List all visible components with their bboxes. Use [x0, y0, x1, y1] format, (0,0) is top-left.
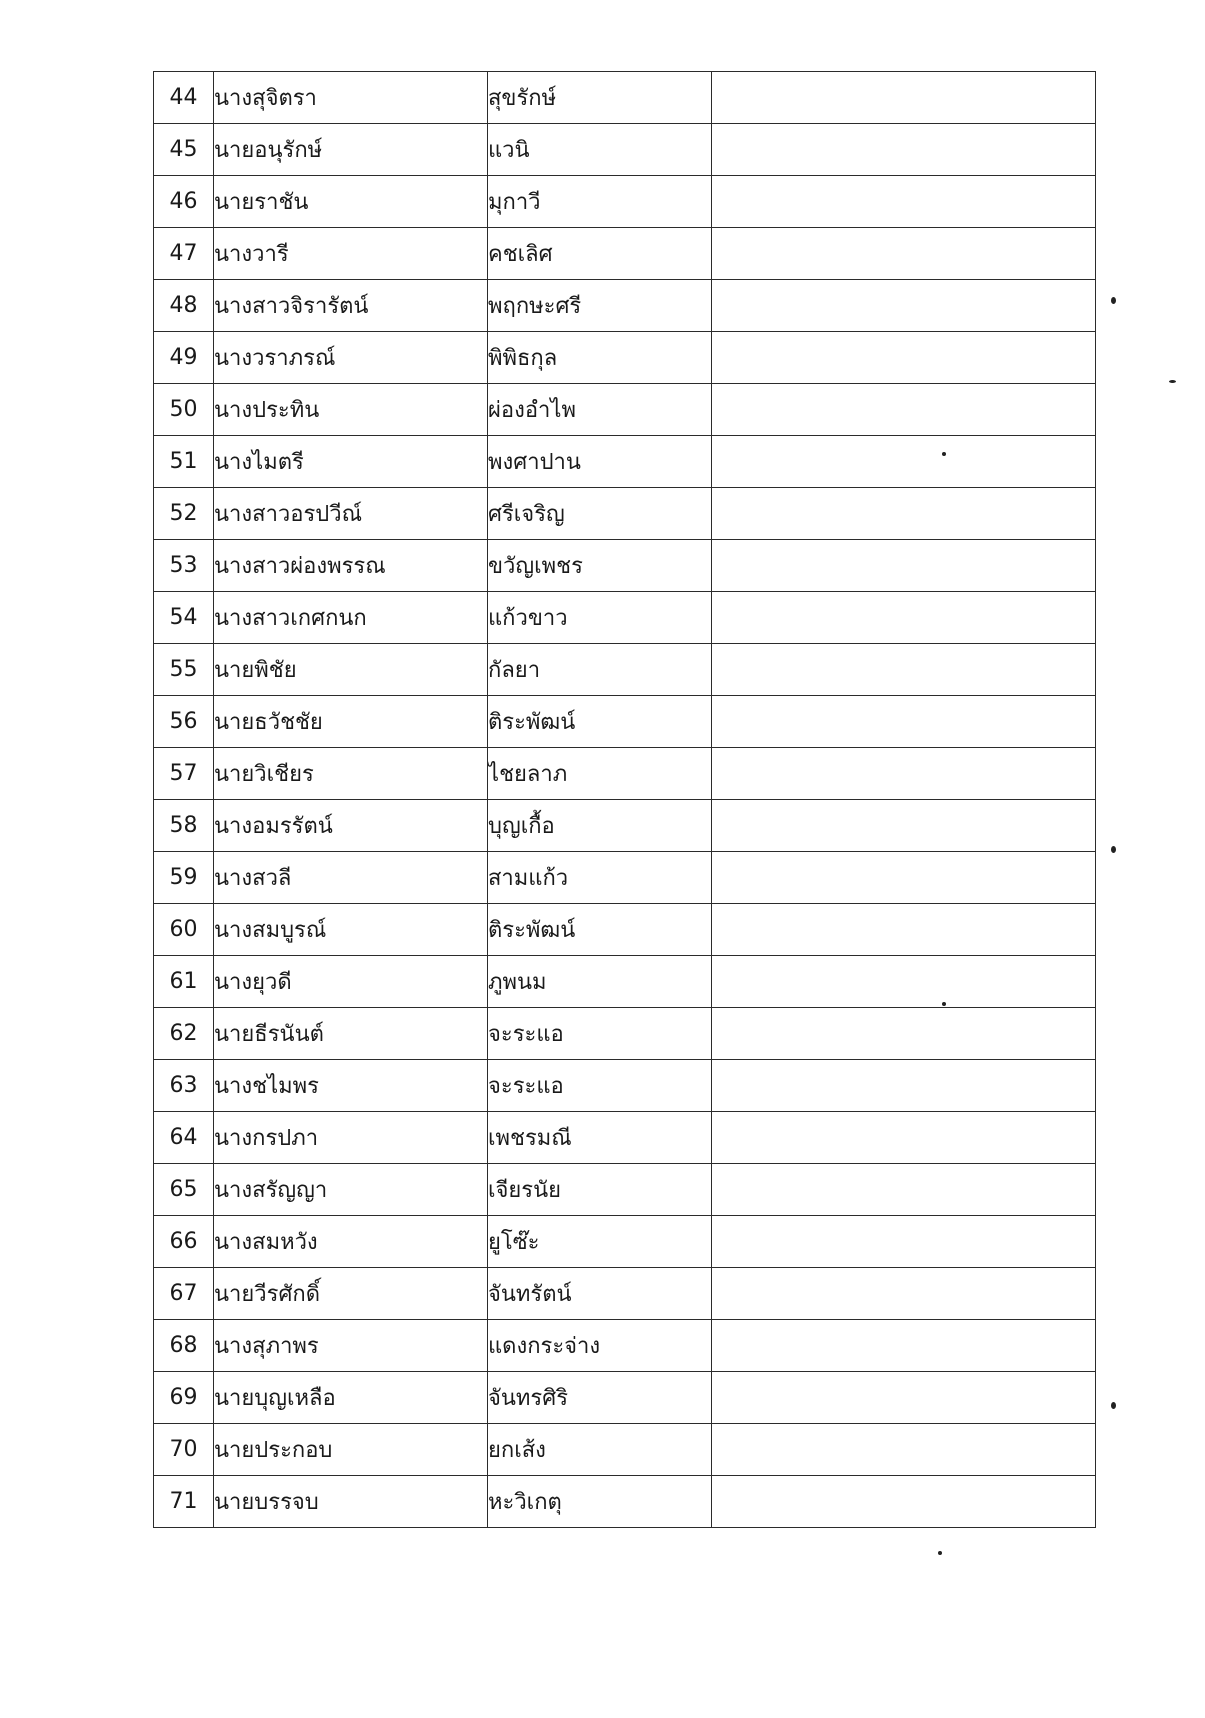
table-row [154, 280, 1096, 332]
row-number: 52 [154, 488, 214, 540]
table-row [154, 1476, 1096, 1528]
signature-cell [712, 592, 1096, 644]
table-row [154, 1216, 1096, 1268]
last-name: ขวัญเพชร [488, 540, 712, 592]
first-name: นางสาวอรปวีณ์ [214, 488, 488, 540]
signature-cell [712, 1008, 1096, 1060]
table-row [154, 1112, 1096, 1164]
row-number: 45 [154, 124, 214, 176]
last-name: ติระพัฒน์ [488, 696, 712, 748]
scan-speck [942, 452, 946, 456]
last-name: แวนิ [488, 124, 712, 176]
first-name: นางสาวจิรารัตน์ [214, 280, 488, 332]
first-name: นางวราภรณ์ [214, 332, 488, 384]
row-number: 58 [154, 800, 214, 852]
first-name: นางชไมพร [214, 1060, 488, 1112]
first-name: นางสาวผ่องพรรณ [214, 540, 488, 592]
signature-cell [712, 72, 1096, 124]
first-name: นายพิชัย [214, 644, 488, 696]
table-row [154, 1424, 1096, 1476]
table-row [154, 228, 1096, 280]
row-number: 59 [154, 852, 214, 904]
first-name: นายบุญเหลือ [214, 1372, 488, 1424]
scan-speck [1111, 1402, 1116, 1409]
table-row [154, 748, 1096, 800]
signature-cell [712, 332, 1096, 384]
first-name: นางวารี [214, 228, 488, 280]
first-name: นางสมหวัง [214, 1216, 488, 1268]
table-row [154, 332, 1096, 384]
table-row [154, 384, 1096, 436]
signature-cell [712, 696, 1096, 748]
last-name: เจียรนัย [488, 1164, 712, 1216]
first-name: นายอนุรักษ์ [214, 124, 488, 176]
row-number: 54 [154, 592, 214, 644]
scan-speck [942, 1002, 946, 1006]
last-name: จะระแอ [488, 1060, 712, 1112]
table-row [154, 852, 1096, 904]
signature-cell [712, 852, 1096, 904]
last-name: ยูโซ๊ะ [488, 1216, 712, 1268]
signature-cell [712, 748, 1096, 800]
signature-cell [712, 540, 1096, 592]
first-name: นางยุวดี [214, 956, 488, 1008]
signature-cell [712, 644, 1096, 696]
signature-cell [712, 488, 1096, 540]
signature-cell [712, 1268, 1096, 1320]
row-number: 53 [154, 540, 214, 592]
table-row [154, 124, 1096, 176]
last-name: สามแก้ว [488, 852, 712, 904]
table-row [154, 1268, 1096, 1320]
first-name: นางอมรรัตน์ [214, 800, 488, 852]
first-name: นายบรรจบ [214, 1476, 488, 1528]
row-number: 56 [154, 696, 214, 748]
first-name: นางสมบูรณ์ [214, 904, 488, 956]
row-number: 50 [154, 384, 214, 436]
scan-speck [1111, 846, 1116, 853]
row-number: 44 [154, 72, 214, 124]
last-name: กัลยา [488, 644, 712, 696]
first-name: นางสุจิตรา [214, 72, 488, 124]
last-name: หะวิเกตุ [488, 1476, 712, 1528]
first-name: นางสรัญญา [214, 1164, 488, 1216]
signature-cell [712, 176, 1096, 228]
last-name: จะระแอ [488, 1008, 712, 1060]
first-name: นางประทิน [214, 384, 488, 436]
signature-cell [712, 1476, 1096, 1528]
name-list-table [153, 71, 1096, 1528]
table-row [154, 176, 1096, 228]
row-number: 49 [154, 332, 214, 384]
first-name: นางไมตรี [214, 436, 488, 488]
last-name: ภูพนม [488, 956, 712, 1008]
signature-cell [712, 1216, 1096, 1268]
table-row [154, 592, 1096, 644]
scan-speck [938, 1551, 942, 1555]
row-number: 48 [154, 280, 214, 332]
first-name: นายวิเชียร [214, 748, 488, 800]
last-name: เพชรมณี [488, 1112, 712, 1164]
last-name: พิพิธกุล [488, 332, 712, 384]
row-number: 62 [154, 1008, 214, 1060]
first-name: นายธีรนันต์ [214, 1008, 488, 1060]
last-name: จันทรศิริ [488, 1372, 712, 1424]
last-name: มุกาวี [488, 176, 712, 228]
signature-cell [712, 904, 1096, 956]
first-name: นางสาวเกศกนก [214, 592, 488, 644]
first-name: นายวีรศักดิ์ [214, 1268, 488, 1320]
table-row [154, 540, 1096, 592]
last-name: สุขรักษ์ [488, 72, 712, 124]
row-number: 70 [154, 1424, 214, 1476]
table-row [154, 956, 1096, 1008]
row-number: 63 [154, 1060, 214, 1112]
name-list-body [154, 72, 1096, 1528]
last-name: แดงกระจ่าง [488, 1320, 712, 1372]
last-name: พงศาปาน [488, 436, 712, 488]
row-number: 51 [154, 436, 214, 488]
signature-cell [712, 436, 1096, 488]
signature-cell [712, 280, 1096, 332]
last-name: จันทรัตน์ [488, 1268, 712, 1320]
table-row [154, 1372, 1096, 1424]
row-number: 57 [154, 748, 214, 800]
first-name: นางกรปภา [214, 1112, 488, 1164]
signature-cell [712, 1060, 1096, 1112]
signature-cell [712, 124, 1096, 176]
row-number: 55 [154, 644, 214, 696]
table-row [154, 800, 1096, 852]
row-number: 71 [154, 1476, 214, 1528]
row-number: 66 [154, 1216, 214, 1268]
last-name: พฤกษะศรี [488, 280, 712, 332]
table-row [154, 488, 1096, 540]
signature-cell [712, 1320, 1096, 1372]
last-name: ติระพัฒน์ [488, 904, 712, 956]
table-row [154, 1060, 1096, 1112]
signature-cell [712, 800, 1096, 852]
signature-cell [712, 1164, 1096, 1216]
first-name: นายประกอบ [214, 1424, 488, 1476]
first-name: นางสวลี [214, 852, 488, 904]
row-number: 67 [154, 1268, 214, 1320]
table-row [154, 644, 1096, 696]
row-number: 61 [154, 956, 214, 1008]
first-name: นางสุภาพร [214, 1320, 488, 1372]
row-number: 68 [154, 1320, 214, 1372]
row-number: 65 [154, 1164, 214, 1216]
signature-cell [712, 1112, 1096, 1164]
row-number: 69 [154, 1372, 214, 1424]
table-row [154, 1320, 1096, 1372]
last-name: ผ่องอำไพ [488, 384, 712, 436]
signature-cell [712, 384, 1096, 436]
row-number: 46 [154, 176, 214, 228]
table-row [154, 1164, 1096, 1216]
row-number: 47 [154, 228, 214, 280]
last-name: บุญเกื้อ [488, 800, 712, 852]
scan-speck [1111, 297, 1116, 304]
table-row [154, 696, 1096, 748]
table-row [154, 436, 1096, 488]
last-name: แก้วขาว [488, 592, 712, 644]
signature-cell [712, 228, 1096, 280]
signature-cell [712, 956, 1096, 1008]
table-row [154, 72, 1096, 124]
table-row [154, 904, 1096, 956]
last-name: ไชยลาภ [488, 748, 712, 800]
last-name: คชเลิศ [488, 228, 712, 280]
first-name: นายราชัน [214, 176, 488, 228]
last-name: ศรีเจริญ [488, 488, 712, 540]
scan-speck [1169, 380, 1176, 383]
row-number: 64 [154, 1112, 214, 1164]
row-number: 60 [154, 904, 214, 956]
signature-cell [712, 1372, 1096, 1424]
signature-cell [712, 1424, 1096, 1476]
first-name: นายธวัชชัย [214, 696, 488, 748]
table-row [154, 1008, 1096, 1060]
last-name: ยกเส้ง [488, 1424, 712, 1476]
